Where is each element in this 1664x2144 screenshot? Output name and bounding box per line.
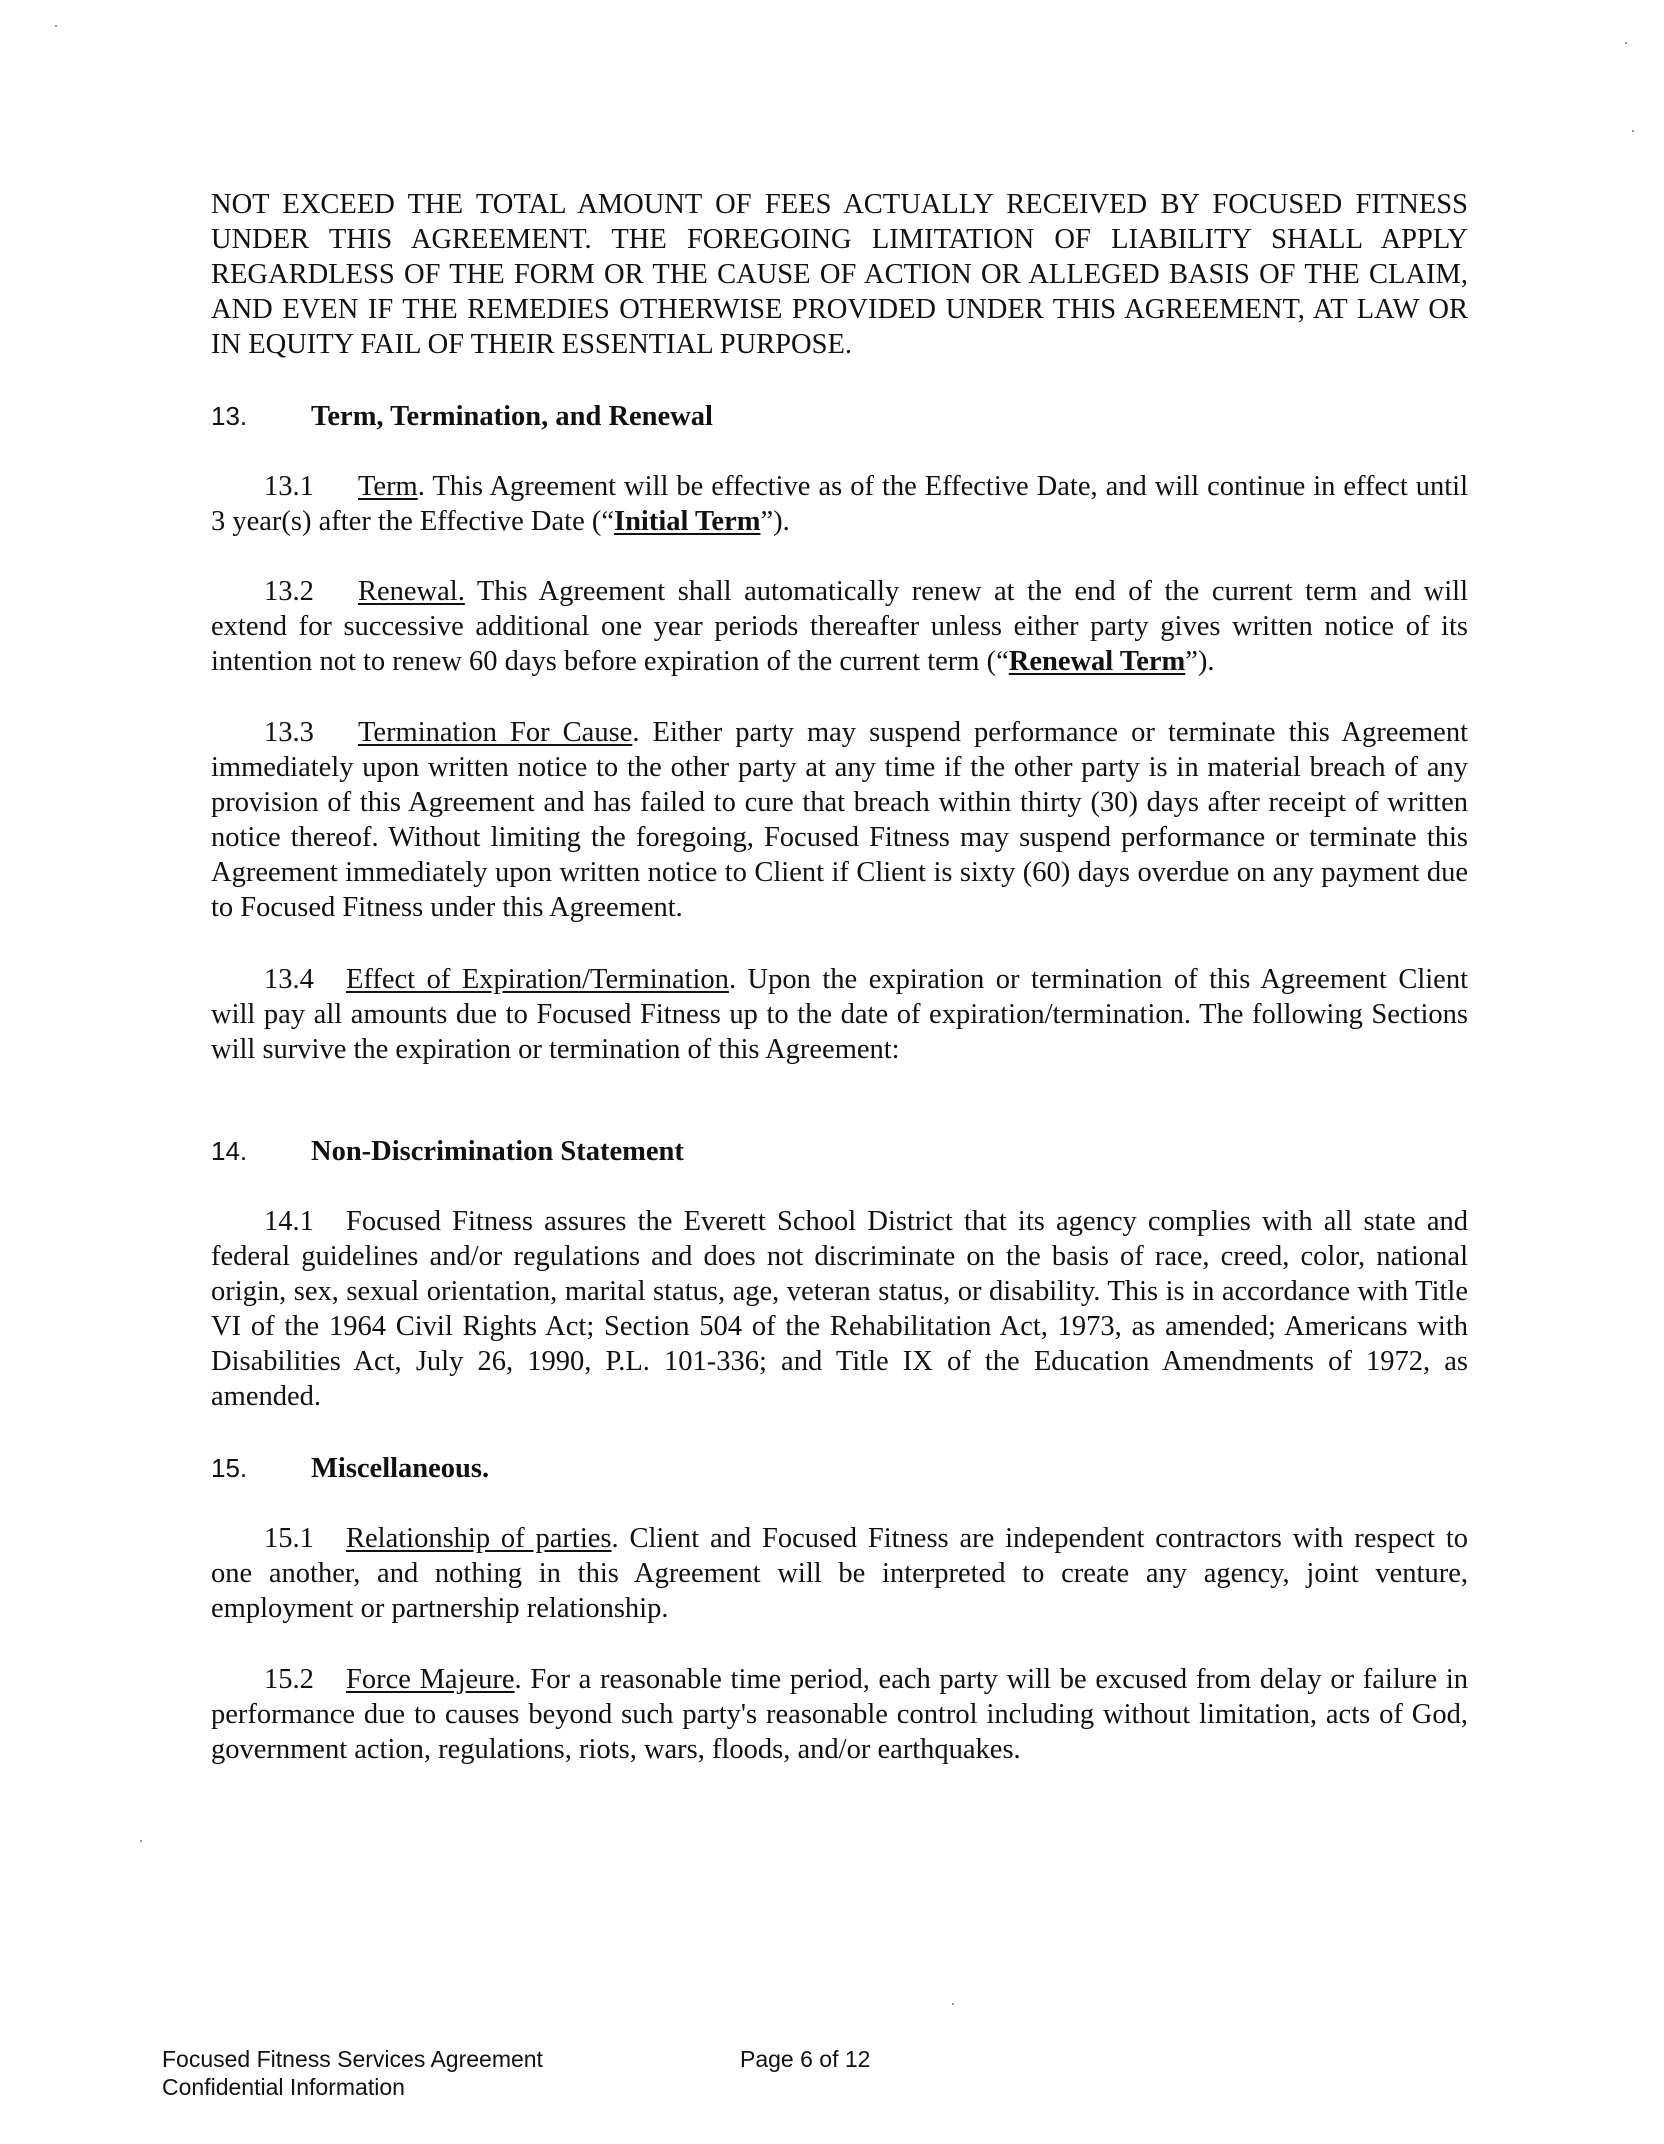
paragraph-heading: Force Majeure: [346, 1664, 515, 1695]
paragraph-15-1: [211, 1521, 1468, 1626]
paragraph-number: 13.4: [264, 964, 314, 995]
scan-speck: [140, 1840, 142, 1842]
paragraph-number: 15.1: [264, 1523, 314, 1554]
paragraph-number: 14.1: [264, 1206, 314, 1237]
paragraph-text: ”).: [1185, 646, 1215, 677]
liability-paragraph: NOT EXCEED THE TOTAL AMOUNT OF FEES ACTUALLY RECEIVED BY FOCUSED FITNESS UNDER THIS AGREEMENT. THE FOREGOING LIMITATION OF LIABILITY SHALL APPLY REGARDLESS OF THE FORM OR THE CAUSE OF ACTION OR ALLEGED BASIS OF THE CLAIM, AND EVEN IF THE REMEDIES OTHERWISE PROVIDED UNDER THIS AGREEMENT, AT LAW OR IN EQUITY FAIL OF THEIR ESSENTIAL PURPOSE.: [211, 189, 1468, 360]
paragraph-number: 13.3: [264, 717, 314, 748]
footer-left: [162, 2045, 543, 2101]
section-title: Non-Discrimination Statement: [311, 1136, 684, 1167]
paragraph-text: . This Agreement will be effective as of the Effective Date, and will continue in effect until 3 year(s) after the Effective Date (“: [211, 471, 1468, 537]
paragraph-14-1: [211, 1204, 1468, 1414]
paragraph-13-2: [211, 574, 1468, 679]
paragraph-text: Focused Fitness assures the Everett School District that its agency complies with all state and federal guidelines and/or regulations and does not discriminate on the basis of race, creed, color, national origin, sex, sexual orientation, marital status, age, veteran status, or disability. This is in accordance with Title VI of the 1964 Civil Rights Act; Section 504 of the Rehabilitation Act, 1973, as amended; Americans with Disabilities Act, July 26, 1990, P.L. 101-336; and Title IX of the Education Amendments of 1972, as amended.: [211, 1206, 1468, 1412]
paragraph-number: 15.2: [264, 1664, 314, 1695]
paragraph-text: . For a reasonable time period, each party will be excused from delay or failure in performance due to causes beyond such party's reasonable control including without limitation, acts of God, government action, regulations, riots, wars, floods, and/or earthquakes.: [211, 1664, 1468, 1765]
section-number: 15.: [211, 1453, 248, 1483]
paragraph-13-4: [211, 962, 1468, 1067]
scan-speck: [1625, 42, 1627, 44]
paragraph-text: . Client and Focused Fitness are independent contractors with respect to one another, and nothing in this Agreement will be interpreted to create any agency, joint venture, employment or partnership relationship.: [211, 1523, 1468, 1624]
paragraph-number: 13.1: [264, 471, 314, 502]
section-number: 13.: [211, 401, 248, 431]
paragraph-text: . Upon the expiration or termination of this Agreement Client will pay all amounts due to Focused Fitness up to the date of expiration/termination. The following Sections will survive the expiration or termination of this Agreement:: [211, 964, 1468, 1065]
scan-speck: [55, 25, 57, 27]
paragraph-number: 13.2: [264, 576, 314, 607]
defined-term: Initial Term: [613, 506, 761, 537]
paragraph-text: This Agreement shall automatically renew at the end of the current term and will extend for successive additional one year periods thereafter unless either party gives written notice of its intention not to renew 60 days before expiration of the current term (“: [211, 576, 1468, 677]
paragraph-heading: Effect of Expiration/Termination: [346, 964, 729, 995]
paragraph-15-2: [211, 1662, 1468, 1767]
paragraph-text: . Either party may suspend performance or terminate this Agreement immediately upon written notice to the other party at any time if the other party is in material breach of any provision of this Agreement and has failed to cure that breach within thirty (30) days after receipt of written notice thereof. Without limiting the foregoing, Focused Fitness may suspend performance or terminate this Agreement immediately upon written notice to Client if Client is sixty (60) days overdue on any payment due to Focused Fitness under this Agreement.: [211, 717, 1468, 923]
section-14-heading: [211, 1134, 684, 1169]
paragraph-13-1: [211, 469, 1468, 539]
section-number: 14.: [211, 1136, 248, 1166]
footer-agreement-name: Focused Fitness Services Agreement: [162, 2046, 543, 2072]
defined-term: Renewal Term: [1008, 646, 1186, 677]
scan-speck: [952, 2003, 954, 2005]
paragraph-13-3: [211, 715, 1468, 925]
paragraph-heading: Term: [358, 471, 418, 502]
section-15-heading: [211, 1451, 489, 1486]
paragraph-heading: Termination For Cause: [358, 717, 633, 748]
section-13-heading: [211, 399, 713, 434]
footer-confidential: Confidential Information: [162, 2074, 405, 2100]
section-title: Miscellaneous.: [311, 1453, 490, 1484]
section-title: Term, Termination, and Renewal: [311, 401, 713, 432]
scan-speck: [1632, 130, 1634, 132]
paragraph-text: ”).: [760, 506, 790, 537]
footer-page-number: Page 6 of 12: [740, 2046, 871, 2072]
paragraph-heading: Renewal.: [358, 576, 465, 607]
paragraph-heading: Relationship of parties: [346, 1523, 612, 1554]
